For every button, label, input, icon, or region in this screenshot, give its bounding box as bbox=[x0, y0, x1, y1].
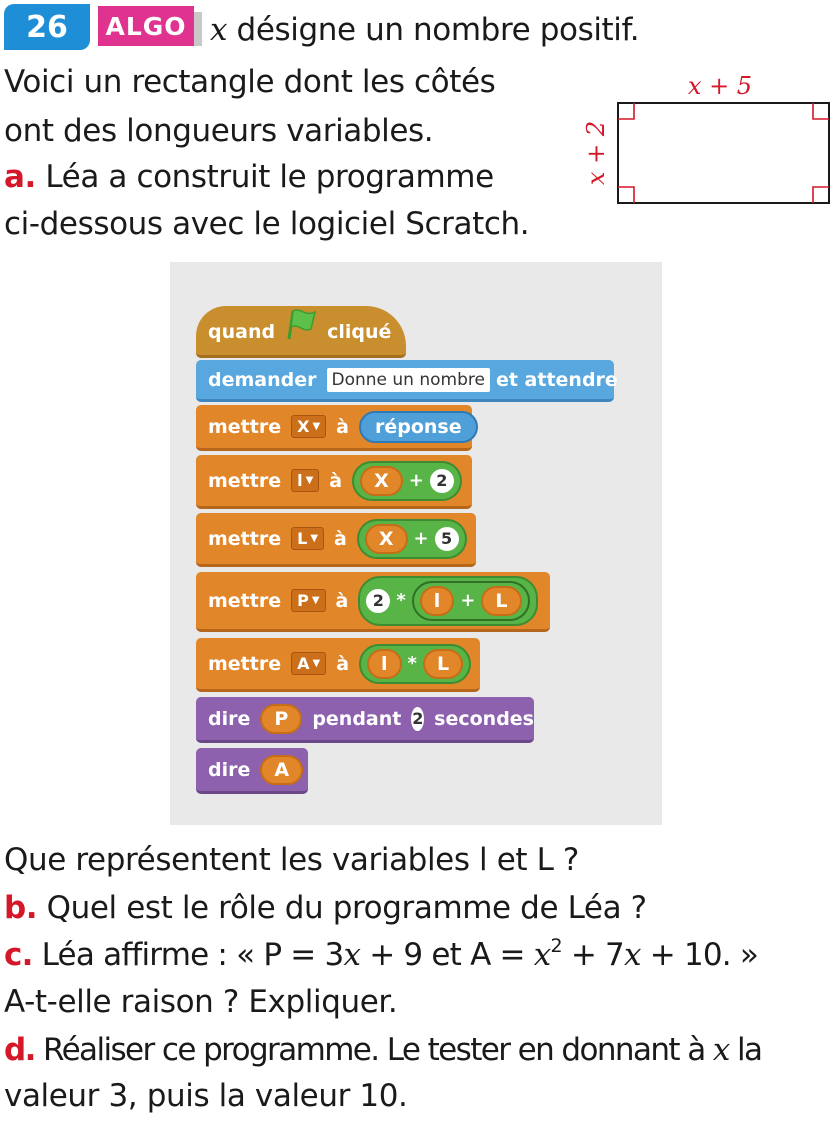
variable-dropdown[interactable] bbox=[291, 527, 324, 550]
question-a-label: a. bbox=[4, 159, 36, 195]
set-x-block[interactable] bbox=[196, 405, 472, 451]
rectangle bbox=[618, 103, 829, 203]
right-angle-mark-bl bbox=[618, 187, 634, 203]
variable-reporter[interactable]: L bbox=[481, 586, 521, 616]
question-c-line-2: A-t-elle raison ? Expliquer. bbox=[4, 984, 398, 1020]
exponent: 2 bbox=[550, 935, 562, 957]
variable-dropdown[interactable] bbox=[291, 469, 319, 492]
variable-dropdown[interactable] bbox=[291, 415, 326, 438]
question-input[interactable]: Donne un nombre bbox=[327, 368, 490, 392]
variable-name: X bbox=[297, 417, 310, 436]
dropdown-arrow-icon: ▼ bbox=[312, 421, 321, 432]
question-d-label: d. bbox=[4, 1032, 35, 1068]
question-c bbox=[4, 937, 758, 973]
variable-dropdown[interactable] bbox=[291, 589, 325, 612]
intro-text: désigne un nombre positif. bbox=[227, 12, 640, 48]
set-l-block[interactable] bbox=[196, 455, 472, 509]
question-c-text: + 9 et A = bbox=[360, 937, 534, 973]
number-input[interactable]: 2 bbox=[366, 589, 390, 613]
operator-sign: * bbox=[396, 590, 406, 611]
dropdown-arrow-icon: ▼ bbox=[312, 658, 321, 669]
variable-name: L bbox=[297, 529, 308, 548]
question-c-label: c. bbox=[4, 937, 33, 973]
question-b bbox=[4, 890, 647, 926]
multiplication-operator[interactable] bbox=[358, 576, 537, 626]
variable-name: A bbox=[297, 654, 310, 673]
question-a-text: Léa a construit le programme bbox=[35, 159, 494, 195]
operator-sign: + bbox=[413, 528, 429, 549]
block-label: mettre bbox=[208, 415, 282, 438]
green-flag-icon bbox=[283, 307, 319, 343]
top-length-label: x + 5 bbox=[687, 72, 753, 100]
dropdown-arrow-icon: ▼ bbox=[305, 475, 314, 486]
number-input[interactable]: 2 bbox=[411, 707, 424, 731]
block-label: dire bbox=[208, 758, 251, 781]
set-p-block[interactable] bbox=[196, 572, 550, 632]
block-label: à bbox=[329, 469, 343, 492]
addition-operator[interactable] bbox=[357, 519, 467, 559]
exercise-number-badge: 26 bbox=[4, 4, 90, 50]
intro-variable: x bbox=[210, 12, 228, 48]
intro-line bbox=[210, 12, 639, 48]
question-c-text: Léa affirme : « P = 3 bbox=[32, 937, 344, 973]
block-label: mettre bbox=[208, 652, 282, 675]
right-angle-mark-br bbox=[813, 187, 829, 203]
variable-dropdown[interactable] bbox=[291, 652, 326, 675]
text-line-5: ci-dessous avec le logiciel Scratch. bbox=[4, 206, 530, 242]
block-label: demander bbox=[208, 368, 317, 391]
math-variable: x bbox=[343, 937, 361, 973]
block-label: mettre bbox=[208, 527, 282, 550]
dropdown-arrow-icon: ▼ bbox=[310, 533, 319, 544]
right-angle-mark-tl bbox=[618, 103, 634, 119]
variable-reporter[interactable]: P bbox=[260, 704, 302, 734]
block-label: mettre bbox=[208, 469, 282, 492]
block-label: à bbox=[334, 527, 347, 550]
block-label: à bbox=[336, 415, 349, 438]
question-a-prompt: Que représentent les variables l et L ? bbox=[4, 842, 579, 878]
text-line-4 bbox=[4, 159, 494, 195]
say-for-seconds-block[interactable] bbox=[196, 697, 534, 743]
dropdown-arrow-icon: ▼ bbox=[311, 595, 320, 606]
block-label: quand bbox=[208, 321, 276, 343]
math-variable: x bbox=[533, 937, 551, 973]
addition-operator[interactable] bbox=[352, 461, 462, 501]
number-input[interactable]: 2 bbox=[430, 469, 454, 493]
block-label: pendant bbox=[312, 707, 402, 730]
question-b-label: b. bbox=[4, 890, 38, 926]
question-d-text: Réaliser ce programme. Le tester en donnant à bbox=[34, 1032, 713, 1068]
question-d-text: la bbox=[728, 1032, 762, 1068]
operator-sign: + bbox=[408, 470, 424, 491]
question-c-text: + 10. » bbox=[640, 937, 759, 973]
algo-tag: ALGO bbox=[98, 6, 194, 46]
ask-and-wait-block[interactable] bbox=[196, 360, 618, 402]
text-line-3: ont des longueurs variables. bbox=[4, 113, 434, 149]
variable-reporter[interactable]: X bbox=[365, 524, 408, 554]
question-b-text: Quel est le rôle du programme de Léa ? bbox=[37, 890, 647, 926]
number-input[interactable]: 5 bbox=[435, 527, 459, 551]
variable-name: P bbox=[297, 591, 309, 610]
operator-sign: * bbox=[407, 653, 417, 674]
block-label: mettre bbox=[208, 589, 282, 612]
math-variable: x bbox=[712, 1032, 729, 1068]
question-d bbox=[4, 1032, 761, 1068]
variable-reporter[interactable]: l bbox=[420, 586, 455, 616]
block-label: cliqué bbox=[327, 321, 392, 343]
question-d-line-2: valeur 3, puis la valeur 10. bbox=[4, 1078, 408, 1114]
say-block[interactable] bbox=[196, 748, 308, 794]
math-variable: x bbox=[623, 937, 641, 973]
variable-reporter[interactable]: l bbox=[367, 649, 402, 679]
addition-operator[interactable] bbox=[412, 581, 530, 621]
set-a-block[interactable] bbox=[196, 638, 480, 692]
when-flag-clicked-block[interactable] bbox=[196, 306, 406, 358]
block-label: secondes bbox=[434, 707, 534, 730]
variable-reporter[interactable]: L bbox=[423, 649, 463, 679]
tag-shadow bbox=[194, 12, 202, 46]
rectangle-figure bbox=[570, 66, 835, 211]
set-big-l-block[interactable] bbox=[196, 513, 476, 567]
variable-reporter[interactable]: A bbox=[260, 755, 303, 785]
side-length-label: x + 2 bbox=[582, 120, 610, 186]
text-line-2: Voici un rectangle dont les côtés bbox=[4, 64, 496, 100]
block-label: dire bbox=[208, 707, 251, 730]
right-angle-mark-tr bbox=[813, 103, 829, 119]
block-label: et attendre bbox=[495, 368, 618, 391]
block-label: à bbox=[335, 589, 349, 612]
operator-sign: + bbox=[460, 590, 476, 611]
question-c-text: + 7 bbox=[561, 937, 624, 973]
answer-reporter[interactable]: réponse bbox=[359, 411, 478, 443]
variable-name: l bbox=[297, 471, 303, 490]
block-label: à bbox=[336, 652, 350, 675]
variable-reporter[interactable]: X bbox=[360, 466, 403, 496]
multiplication-operator[interactable] bbox=[359, 644, 471, 684]
